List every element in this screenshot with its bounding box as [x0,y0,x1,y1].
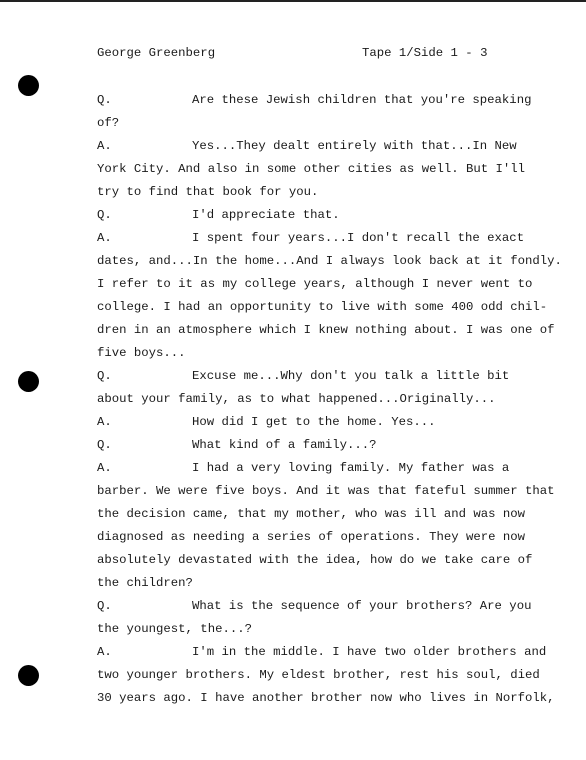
transcript-line [97,687,555,710]
speaker-label: Q. [97,438,112,452]
transcript-line [97,89,537,112]
line-text: I had a very loving family. My father was a [192,461,510,475]
transcript-line [97,572,537,595]
line-text: I spent four years...I don't recall the exact [192,231,525,245]
line-text: Yes...They dealt entirely with that...In New [192,139,517,153]
transcript-line [97,135,537,158]
speaker-label: Q. [97,599,112,613]
transcript-line [97,480,555,503]
transcript-line [97,158,537,181]
interviewee-name: George Greenberg [97,46,216,60]
transcript-line [97,595,537,618]
transcript-line [97,342,537,365]
transcript-line [97,296,548,319]
transcript-line [97,641,547,664]
transcript-line [97,227,537,250]
line-text: try to find that book for you. [97,185,319,199]
line-text: 30 years ago. I have another brother now who lives in Norfolk, [97,691,555,705]
line-text: York City. And also in some other cities as well. But I'll [97,162,526,176]
line-text: barber. We were five boys. And it was that fateful summer that [97,484,555,498]
transcript-line [97,411,537,434]
line-text: Excuse me...Why don't you talk a little bit [192,369,510,383]
line-text: What kind of a family...? [192,438,377,452]
transcript-line [97,618,537,641]
speaker-label: Q. [97,369,112,383]
line-text: college. I had an opportunity to live with some 400 odd chil- [97,300,548,314]
line-text: of? [97,116,120,130]
transcript-line [97,250,562,273]
speaker-label: A. [97,139,112,153]
line-text: How did I get to the home. Yes... [192,415,436,429]
line-text: Are these Jewish children that you're speaking [192,93,532,107]
transcript-line [97,664,540,687]
speaker-label: A. [97,645,112,659]
transcript-line [97,319,555,342]
transcript-line [97,503,537,526]
punch-hole [18,665,39,686]
line-text: dren in an atmosphere which I knew nothing about. I was one of [97,323,555,337]
line-text: the youngest, the...? [97,622,252,636]
line-text: diagnosed as needing a series of operations. They were now [97,530,526,544]
line-text: I refer to it as my college years, although I never went to [97,277,533,291]
punch-hole [18,75,39,96]
transcript-line [97,112,537,135]
line-text: two younger brothers. My eldest brother, rest his soul, died [97,668,540,682]
line-text: the decision came, that my mother, who was ill and was now [97,507,526,521]
speaker-label: A. [97,231,112,245]
transcript-line [97,388,537,411]
transcript-line [97,273,537,296]
tape-label: Tape 1/Side 1 - 3 [362,46,488,60]
speaker-label: Q. [97,93,112,107]
speaker-label: A. [97,415,112,429]
transcript-line [97,204,537,227]
line-text: dates, and...In the home...And I always look back at it fondly. [97,254,562,268]
line-text: I'd appreciate that. [192,208,340,222]
punch-hole [18,371,39,392]
line-text: five boys... [97,346,186,360]
line-text: I'm in the middle. I have two older brothers and [192,645,547,659]
line-text: absolutely devastated with the idea, how do we take care of [97,553,533,567]
line-text: the children? [97,576,193,590]
transcript-line [97,457,537,480]
top-rule [0,0,586,2]
transcript-body [97,89,562,710]
speaker-label: Q. [97,208,112,222]
transcript-line [97,526,537,549]
transcript-line [97,365,537,388]
transcript-line [97,434,537,457]
transcript-line [97,549,537,572]
speaker-label: A. [97,461,112,475]
transcript-line [97,181,537,204]
line-text: What is the sequence of your brothers? Are you [192,599,532,613]
line-text: about your family, as to what happened...Originally... [97,392,496,406]
